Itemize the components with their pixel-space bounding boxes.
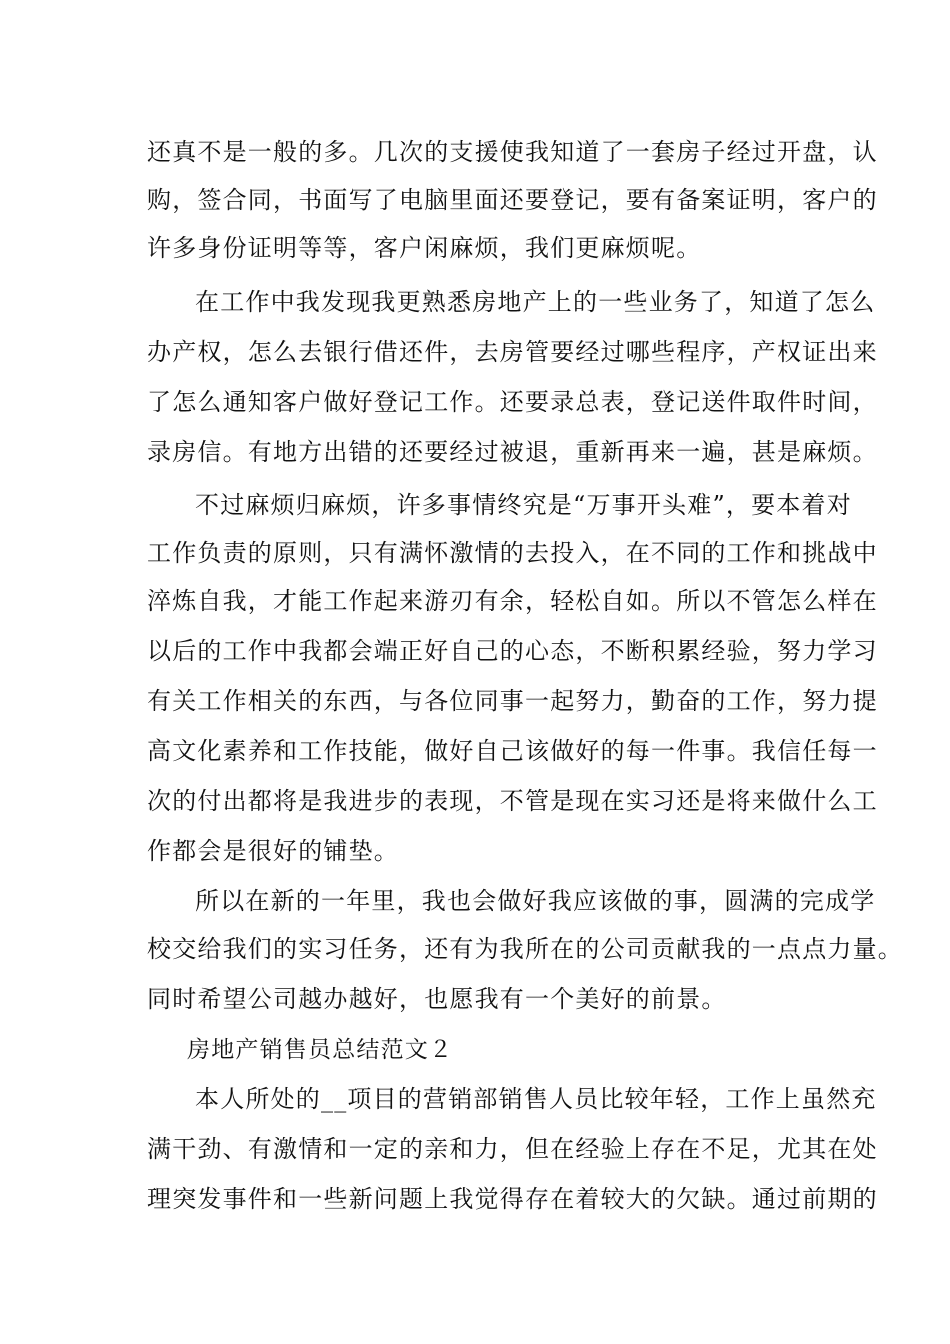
- text-line: 淬炼自我，才能工作起来游刃有余，轻松自如。所以不管怎么样在: [147, 587, 878, 615]
- text-line: 次的付出都将是我进步的表现，不管是现在实习还是将来做什么工: [147, 787, 878, 815]
- text-line: 以后的工作中我都会端正好自己的心态，不断积累经验，努力学习: [147, 637, 878, 665]
- text-line: 理突发事件和一些新问题上我觉得存在着较大的欠缺。通过前期的: [147, 1185, 878, 1213]
- paragraph-first-line: 所以在新的一年里，我也会做好我应该做的事，圆满的完成学: [195, 887, 876, 915]
- text-line: 购，签合同，书面写了电脑里面还要登记，要有备案证明，客户的: [147, 186, 878, 214]
- paragraph-first-line: 在工作中我发现我更熟悉房地产上的一些业务了，知道了怎么: [195, 288, 876, 316]
- text-line: 同时希望公司越办越好，也愿我有一个美好的前景。: [147, 985, 727, 1013]
- text-line: 了怎么通知客户做好登记工作。还要录总表，登记送件取件时间，: [147, 388, 878, 416]
- paragraph-first-line: 本人所处的__项目的营销部销售人员比较年轻，工作上虽然充: [195, 1085, 877, 1113]
- text-line: 工作负责的原则，只有满怀激情的去投入，在不同的工作和挑战中: [147, 539, 878, 567]
- paragraph-first-line: 不过麻烦归麻烦，许多事情终究是“万事开头难”，要本着对: [195, 491, 852, 519]
- text-line: 录房信。有地方出错的还要经过被退，重新再来一遍，甚是麻烦。: [147, 438, 878, 466]
- text-line: 还真不是一般的多。几次的支援使我知道了一套房子经过开盘，认: [147, 138, 878, 166]
- text-line: 校交给我们的实习任务，还有为我所在的公司贡献我的一点点力量。: [147, 935, 903, 963]
- text-line: 满干劲、有激情和一定的亲和力，但在经验上存在不足，尤其在处: [147, 1135, 878, 1163]
- section-heading: 房地产销售员总结范文２: [187, 1037, 454, 1063]
- text-line: 作都会是很好的铺垫。: [147, 837, 399, 865]
- text-line: 有关工作相关的东西，与各位同事一起努力，勤奋的工作，努力提: [147, 687, 878, 715]
- text-line: 高文化素养和工作技能，做好自己该做好的每一件事。我信任每一: [147, 737, 878, 765]
- text-line: 办产权，怎么去银行借还件，去房管要经过哪些程序，产权证出来: [147, 338, 878, 366]
- text-line: 许多身份证明等等，客户闲麻烦，我们更麻烦呢。: [147, 234, 702, 262]
